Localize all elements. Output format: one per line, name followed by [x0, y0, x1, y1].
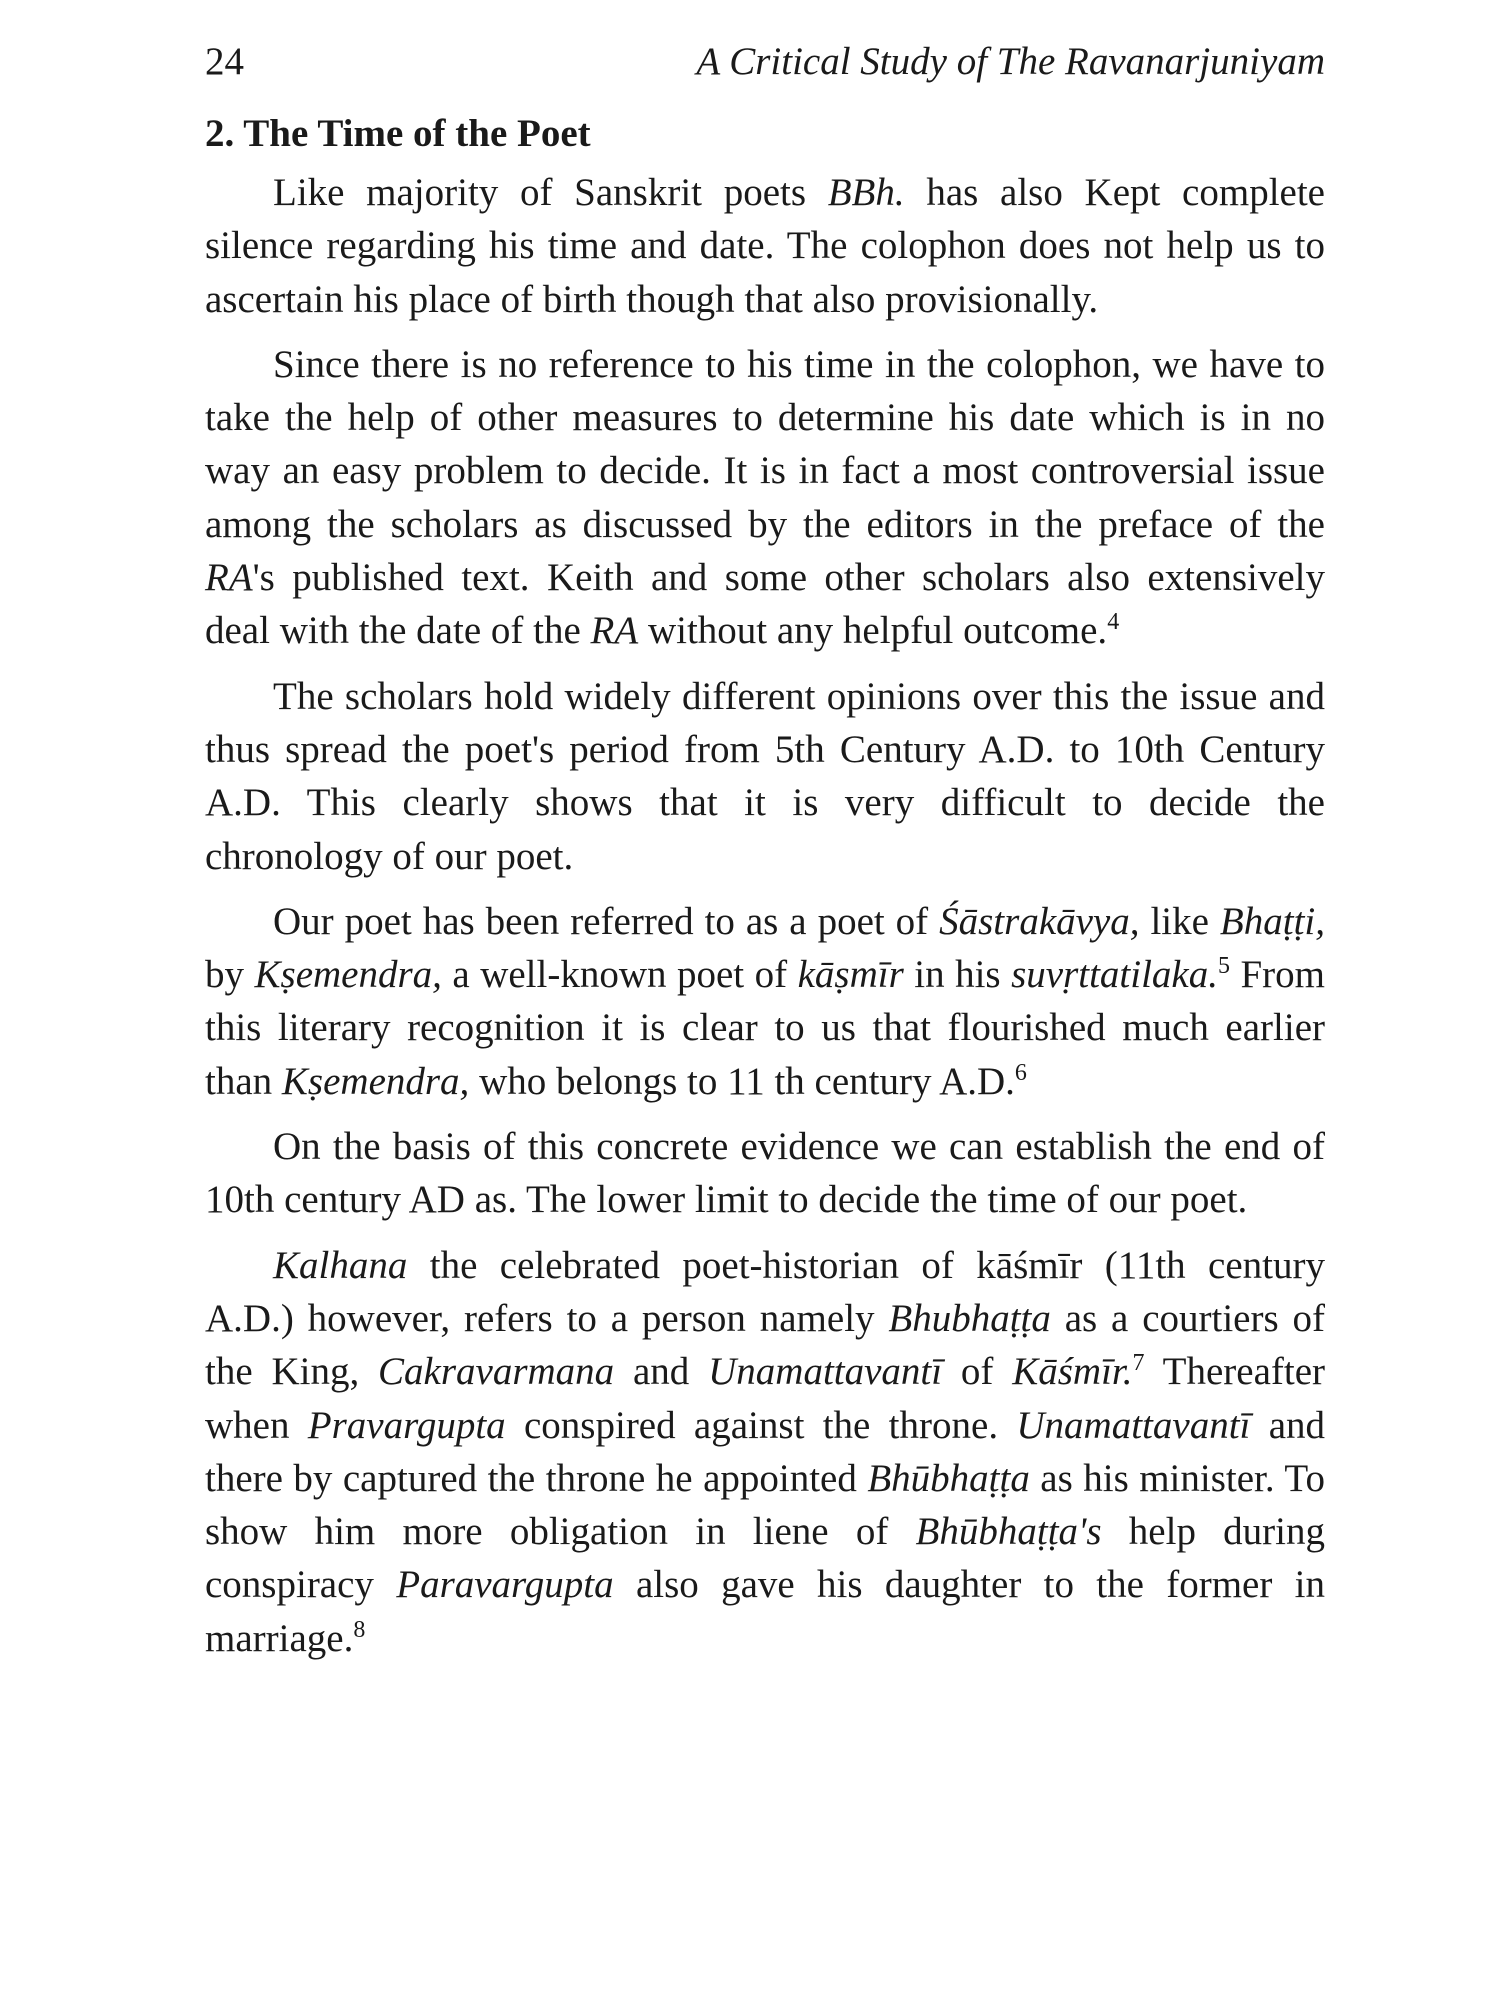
italic-term: Pravargupta [307, 1403, 506, 1447]
text-span: who belongs to 11 th century A.D. [469, 1059, 1015, 1103]
italic-term: Paravargupta [396, 1563, 614, 1607]
paragraph-5 [205, 1120, 1325, 1227]
text-span: without any helpful outcome. [638, 609, 1108, 653]
footnote-marker: 5 [1218, 953, 1230, 980]
italic-term: BBh. [827, 171, 905, 214]
paragraph-3 [205, 670, 1325, 883]
italic-term: Bhūbhaṭṭa [867, 1456, 1030, 1500]
italic-term: Kāśmīr. [1012, 1350, 1133, 1394]
paragraph-2 [205, 338, 1325, 658]
text-span: as a courtiers of the King, [205, 1296, 1325, 1394]
running-header [205, 36, 1325, 96]
italic-term: Bhaṭṭi, [1219, 899, 1325, 943]
italic-term: Unamattavantī [708, 1350, 943, 1394]
text-span: like [1139, 899, 1220, 943]
text-span: by [205, 953, 255, 997]
text-span: as his minister. To show him more obligation in liene of [205, 1456, 1325, 1554]
text-span: Like majority of Sanskrit poets [273, 171, 828, 214]
text-span: 's published text. Keith and some other scholars also extensively deal with the date of the [205, 556, 1325, 653]
italic-term: RA [590, 609, 639, 653]
italic-term: Kalhana [273, 1243, 408, 1287]
text-span: in his [903, 953, 1012, 997]
text-span: also gave his daughter to the former in marriage. [205, 1563, 1325, 1660]
text-span: and there by captured the throne he appointed [205, 1403, 1325, 1500]
italic-term: Bhubhaṭṭa [888, 1296, 1051, 1340]
footnote-marker: 6 [1014, 1059, 1027, 1086]
running-title: A Critical Study of The Ravanarjuniyam [696, 40, 1325, 83]
text-span: From this literary recognition it is clear to us that flourished much earlier than [205, 953, 1326, 1103]
text-span: a well-known poet of [441, 953, 798, 997]
italic-term: Bhūbhaṭṭa's [915, 1510, 1102, 1554]
paragraph-1 [205, 166, 1325, 326]
text-span: of [942, 1350, 1013, 1394]
footnote-marker: 4 [1107, 609, 1120, 636]
italic-term: Unamattavantī [1016, 1403, 1251, 1447]
text-span: On the basis of this concrete evidence we can establish the end of 10th century AD as. The lower limit to decide the time of our poet. [205, 1125, 1325, 1222]
text-span: and [614, 1350, 709, 1394]
text-span: The scholars hold widely different opinions over this the issue and thus spread the poet's period from 5th Century A.D. to 10th Century A.D. This clearly shows that it is very difficult to decide the chronology of our poet. [205, 674, 1325, 878]
text-span: Our poet has been referred to as a poet of [273, 899, 940, 943]
text-span: help during conspiracy [205, 1510, 1325, 1607]
text-span: conspired against the throne. [505, 1403, 1017, 1447]
text-span: Since there is no reference to his time in the colophon, we have to take the help of other measures to determine his date which is in no way an easy problem to decide. It is in fact a most controversial issue among the scholars as discussed by the editors in the preface of the [205, 342, 1325, 546]
book-page [205, 36, 1325, 1677]
paragraph-4 [205, 895, 1325, 1108]
italic-term: kāṣmīr [797, 953, 904, 997]
italic-term: Kṣemendra, [254, 953, 442, 997]
italic-term: Cakravarmana [378, 1350, 615, 1394]
text-span: has also Kept complete silence regarding his time and date. The colophon does not help us to ascertain his place of birth though that also provisionally. [205, 171, 1325, 321]
paragraph-6 [205, 1239, 1325, 1665]
text-span: Thereafter when [205, 1350, 1325, 1447]
section-heading: 2. The Time of the Poet [205, 112, 591, 155]
footnote-marker: 8 [353, 1616, 366, 1643]
italic-term: RA [205, 556, 253, 600]
italic-term: suvṛttatilaka. [1011, 953, 1218, 997]
text-span: the celebrated poet-historian of kāśmīr (11th century A.D.) however, refers to a person namely [205, 1243, 1325, 1340]
italic-term: Kṣemendra, [281, 1059, 470, 1103]
page-number: 24 [205, 40, 244, 83]
italic-term: Śāstrakāvya, [939, 899, 1140, 943]
footnote-marker: 7 [1132, 1350, 1145, 1377]
